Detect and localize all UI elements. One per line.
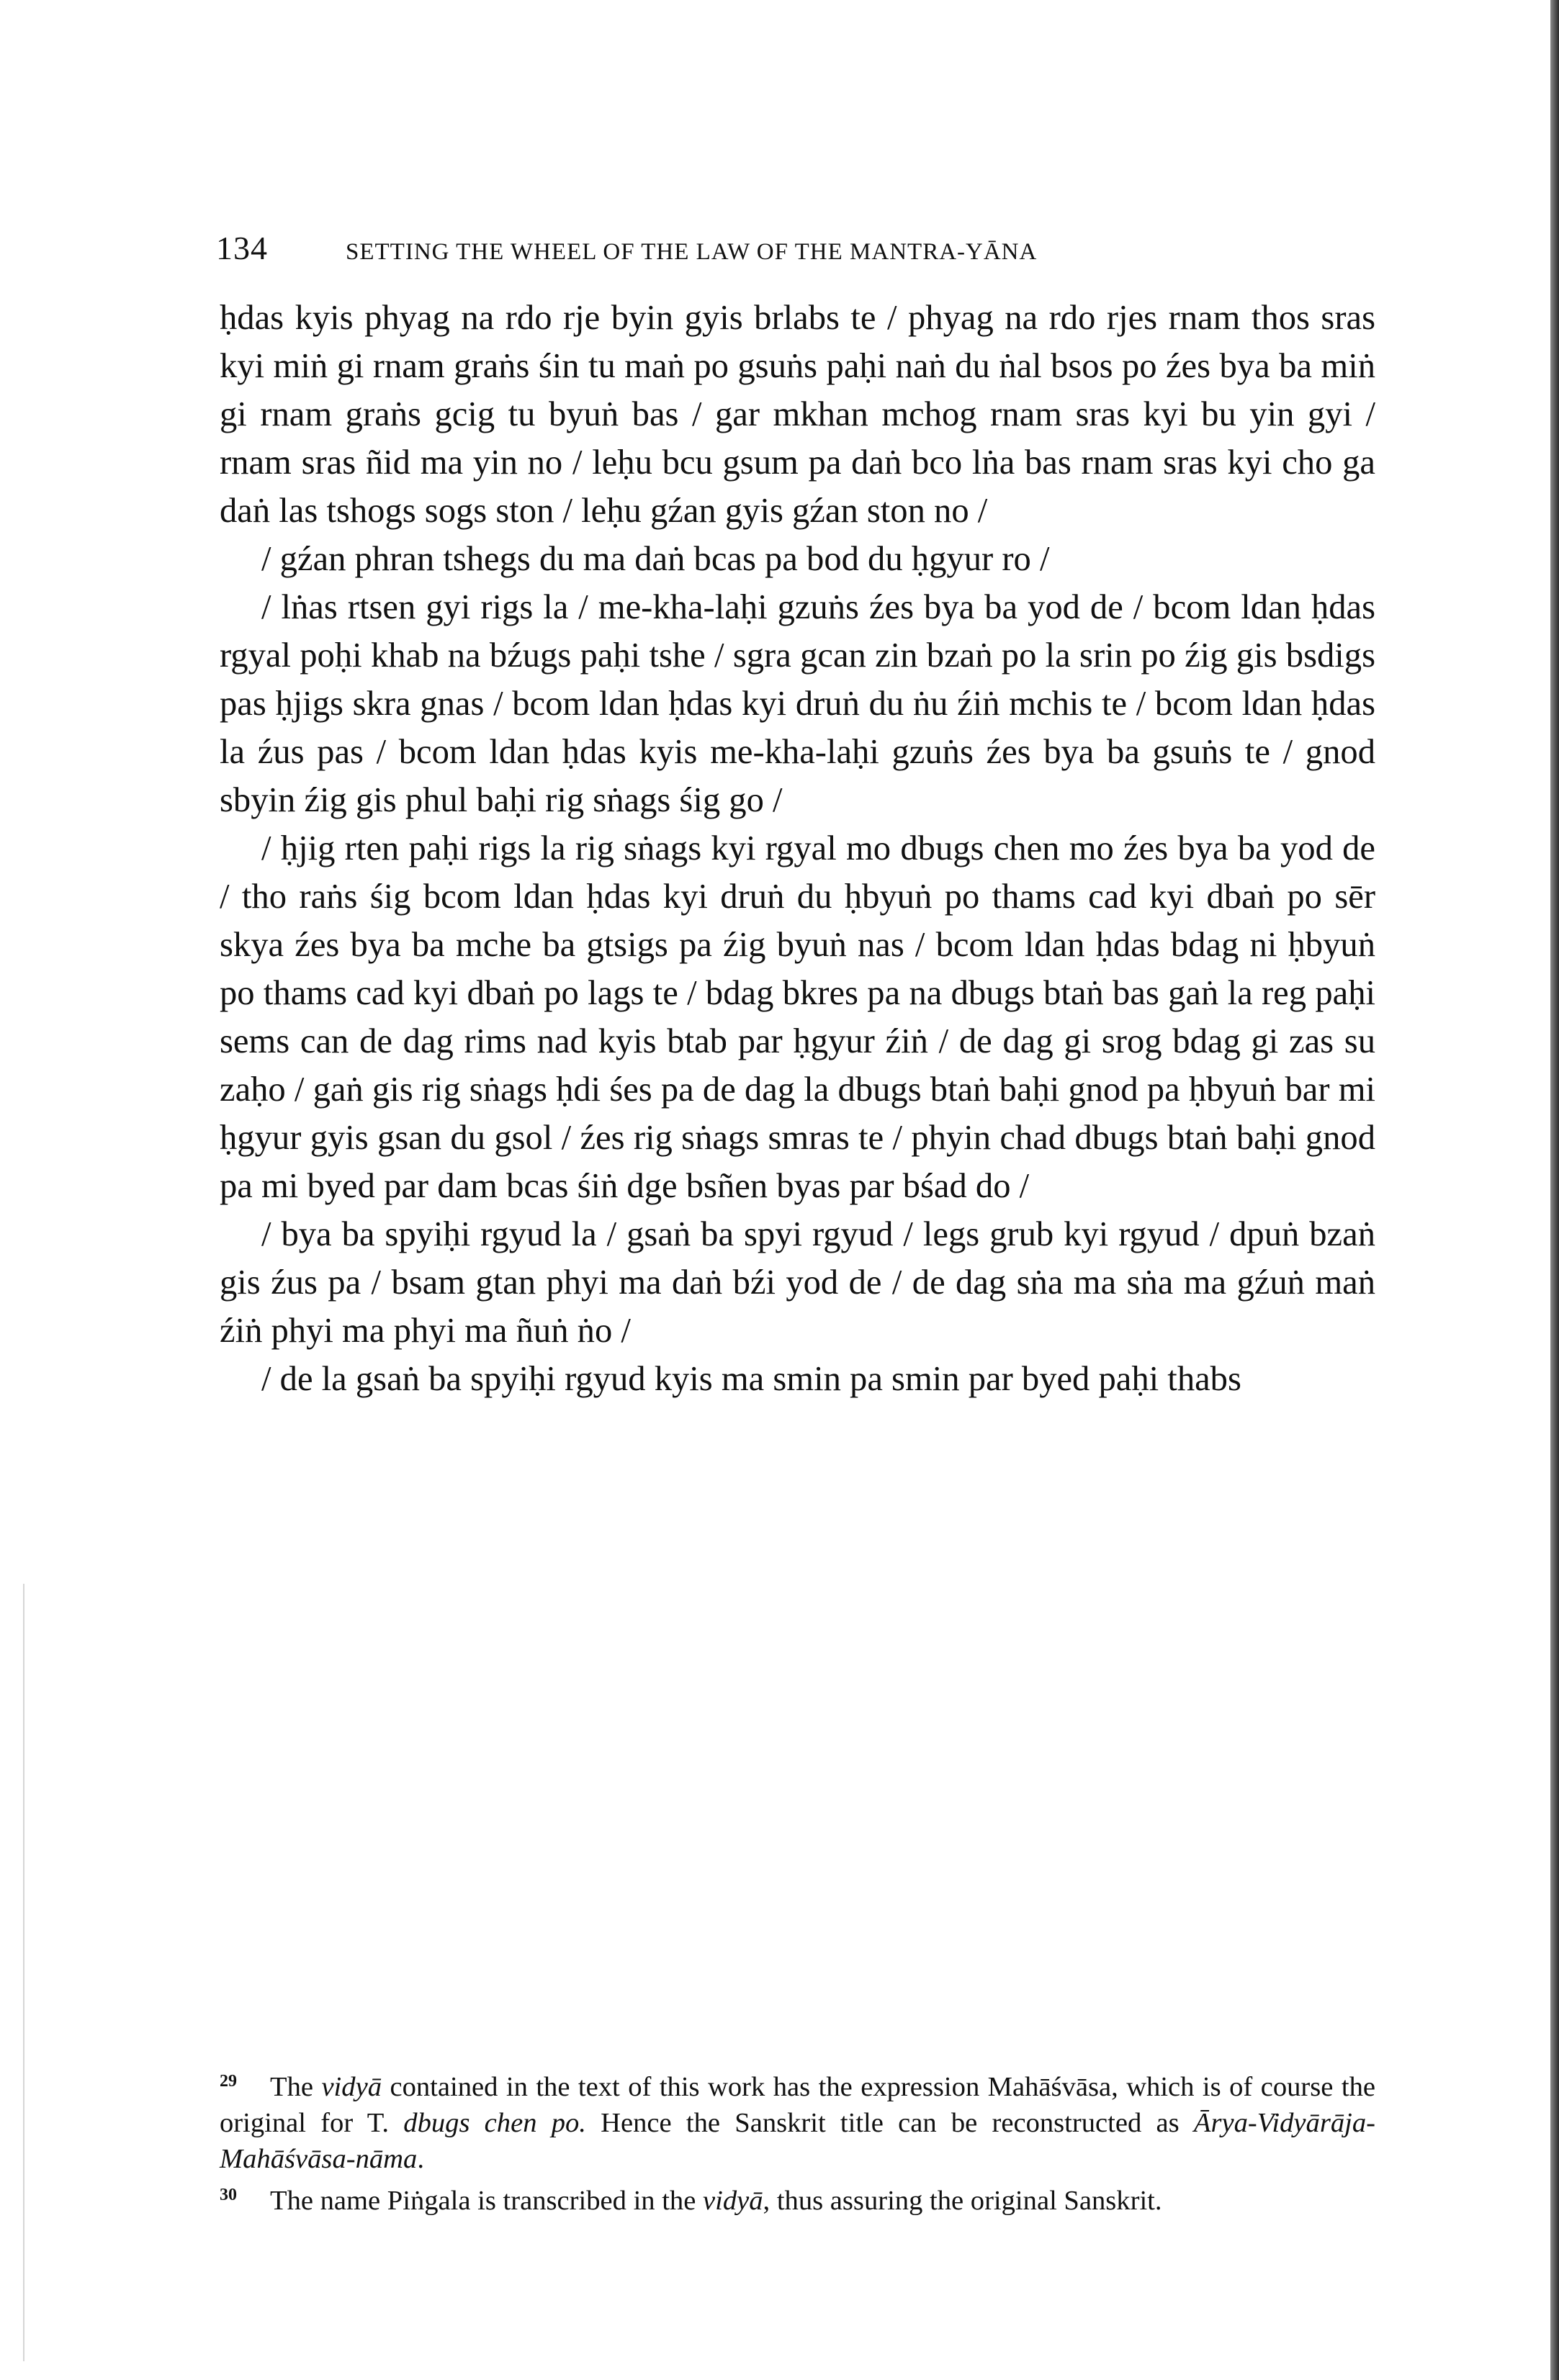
paragraph: ḥdas kyis phyag na rdo rje byin gyis brlabs te / phyag na rdo rjes rnam thos sras kyi miṅ gi rnam graṅs śin tu maṅ po gsuṅs paḥi naṅ du ṅal bsos po źes bya ba miṅ gi rnam graṅs gcig tu byuṅ bas / gar mkhan mchog rnam sras kyi bu yin gyi / rnam sras ñid ma yin no / leḥu bcu gsum pa daṅ bco lṅa bas rnam sras kyi cho ga daṅ las tshogs sogs ston / leḥu gźan gyis gźan ston no / [220,298,1375,530]
footnote-text: contained in the text of this work has the expression Mahāśvāsa, which is of course the original for T. [220,2072,1375,2139]
footnote-text: Hence the Sanskrit title can be reconstructed as [585,2108,1194,2139]
footnote-mark: 30 [220,2186,237,2205]
running-head [216,229,1383,272]
page-number: 134 [216,230,268,266]
footnote-mark: 29 [220,2072,237,2091]
footnote-text: . [417,2144,424,2175]
footnotes [220,2063,1375,2219]
running-title: SETTING THE WHEEL OF THE LAW OF THE MANTRA-YĀNA [346,239,1038,265]
footnote-text: , thus assuring the original Sanskrit. [763,2186,1162,2217]
paragraph: / gźan phran tshegs du ma daṅ bcas pa bod du ḥgyur ro / [261,539,1050,578]
footnote-italic: vidyā [703,2186,763,2217]
footnote-italic: dbugs chen po. [403,2108,586,2139]
footnote-text: The [270,2072,322,2103]
paragraph: / lṅas rtsen gyi rigs la / me-kha-laḥi gzuṅs źes bya ba yod de / bcom ldan ḥdas rgyal poḥi khab na bźugs paḥi tshe / sgra gcan zin bzaṅ po la srin po źig gis bsdigs pas ḥjigs skra gnas / bcom ldan ḥdas kyi druṅ du ṅu źiṅ mchis te / bcom ldan ḥdas la źus pas / bcom ldan ḥdas kyis me-kha-laḥi gzuṅs źes bya ba gsuṅs te / gnod sbyin źig gis phul baḥi rig sṅags śig go / [220,587,1375,819]
paragraph: / de la gsaṅ ba spyiḥi rgyud kyis ma smin pa smin par byed paḥi thabs [261,1359,1241,1398]
page-edge-shadow [1550,0,1559,2380]
footnote-text: The name Piṅgala is transcribed in the [270,2186,703,2217]
footnote-italic: vidyā [321,2072,382,2103]
paragraph: / bya ba spyiḥi rgyud la / gsaṅ ba spyi rgyud / legs grub kyi rgyud / dpuṅ bzaṅ gis źus pa / bsam gtan phyi ma daṅ bźi yod de / de dag sṅa ma sṅa ma gźuṅ maṅ źiṅ phyi ma phyi ma ñuṅ ṅo / [220,1214,1375,1350]
footnote [220,2177,1375,2219]
paragraph: / ḥjig rten paḥi rigs la rig sṅags kyi rgyal mo dbugs chen mo źes bya ba yod de / tho raṅs śig bcom ldan ḥdas kyi druṅ du ḥbyuṅ po thams cad kyi dbaṅ po sēr skya źes bya ba mche ba gtsigs pa źig byuṅ nas / bcom ldan ḥdas bdag ni ḥbyuṅ po thams cad kyi dbaṅ po lags te / bdag bkres pa na dbugs btaṅ bas gaṅ la reg paḥi sems can de dag rims nad kyis btab par ḥgyur źiṅ / de dag gi srog bdag gi zas su zaḥo / gaṅ gis rig sṅags ḥdi śes pa de dag la dbugs btaṅ baḥi gnod pa ḥbyuṅ bar mi ḥgyur gyis gsan du gsol / źes rig sṅags smras te / phyin chad dbugs btaṅ baḥi gnod pa mi byed par dam bcas śiṅ dge bsñen byas par bśad do / [220,829,1375,1205]
footnote-italic: Ārya-Vidyārāja-Mahāśvāsa-nāma [220,2108,1375,2175]
scan-margin-mark [23,1584,24,2361]
footnote [220,2063,1375,2177]
body-text [220,294,1375,1403]
